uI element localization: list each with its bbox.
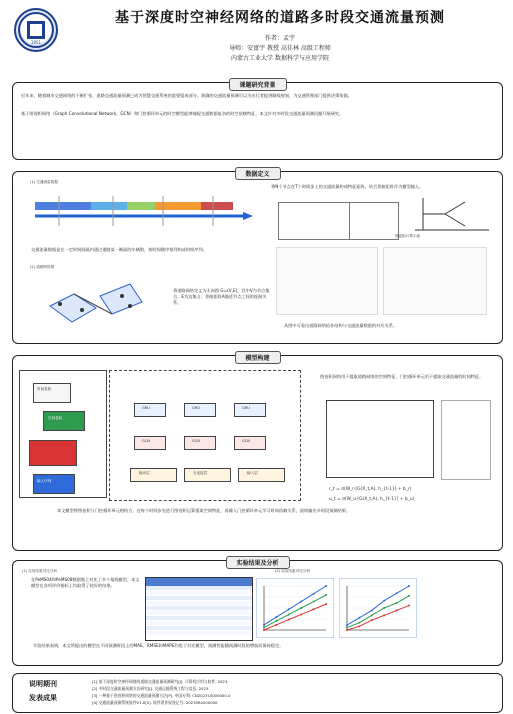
series-point (358, 622, 360, 624)
series-point (300, 613, 302, 615)
svg-text:1951: 1951 (30, 40, 42, 45)
results-table (145, 577, 253, 641)
gru-cell-diagram (326, 400, 434, 478)
series-line (264, 595, 326, 627)
grid-image-1 (276, 247, 378, 315)
gru-box-3 (234, 403, 266, 417)
footer-ref-2: [2] 多时段交通流量预测方法研究[J]. 交通运输系统工程与信息, 2023. (92, 686, 210, 691)
series-point (263, 629, 265, 631)
gcn-box-2 (184, 436, 216, 450)
feature-matrix-box (349, 202, 399, 240)
results-desc-left: 在PeMS04和PeMS08数据集上对比了多个基线模型，本文模型在各项评价指标上均取得了较好的结果。 (31, 577, 140, 588)
gcn-box-3 (234, 436, 266, 450)
series-point (300, 607, 302, 609)
gru-box-2 (184, 403, 216, 417)
results-desc-bottom: 实验结果表明，本文所提出的模型在不同预测时段上的MAE、RMSE和MAPE均优于对比模型，预测性能随预测时段的增加而保持稳定。 (33, 643, 284, 648)
results-title: 实验结果及分析 (225, 556, 289, 569)
series-point (408, 605, 410, 607)
series-line (347, 606, 409, 630)
gcn-box-1 (134, 436, 166, 450)
input-layer-label: 输入层 (247, 471, 258, 475)
poster-title: 基于深度时空神经网络的道路多时段交通流量预测 (115, 10, 445, 26)
model-section (12, 355, 503, 551)
affiliation: 内蒙古工业大学 数据科学与应用学院 (231, 55, 329, 62)
series-point (371, 619, 373, 621)
series-point (371, 614, 373, 616)
series-point (396, 602, 398, 604)
series-point (358, 625, 360, 627)
series-point (383, 607, 385, 609)
series-point (346, 624, 348, 626)
series-point (383, 614, 385, 616)
gru-label-2: GRU (192, 406, 200, 410)
series-point (288, 619, 290, 621)
left-box-1 (33, 383, 71, 403)
gru-label-3: GRU (242, 406, 250, 410)
adjacency-matrix-box (278, 202, 350, 240)
footer-label: 说明期刊 发表成果 (29, 679, 57, 702)
road-graph-left-icon (46, 274, 148, 332)
series-point (263, 626, 265, 628)
series-point (275, 616, 277, 618)
series-point (288, 613, 290, 615)
series-point (275, 624, 277, 626)
left-box-4 (33, 474, 75, 494)
series-point (396, 592, 398, 594)
series-point (263, 624, 265, 626)
data-desc-2: 将道路网络定义为无向图 G=(V,E)，其中V为节点集合，E为边集合，邻接矩阵A描述节点之间的连接关系。 (173, 288, 270, 305)
series-point (313, 608, 315, 610)
fc-layer-box (184, 468, 231, 482)
advisor: 导师：安富宇 教授 高佳林 高级工程师 (229, 45, 331, 52)
series-point (300, 601, 302, 603)
results-subtitle-2: (2) 实验结果对比分析 (275, 569, 310, 573)
series-point (408, 585, 410, 587)
footer-section (12, 673, 503, 713)
results-subtitle-1: (1) 实验结果对比分析 (22, 569, 57, 573)
series-point (313, 601, 315, 603)
series-point (325, 585, 327, 587)
gru-box-1 (134, 403, 166, 417)
fc-layer-label: 全连接层 (193, 471, 208, 475)
background-section (12, 82, 503, 160)
series-point (313, 593, 315, 595)
result-chart-2 (339, 578, 417, 638)
background-title: 课题研究背景 (228, 78, 286, 91)
left-label-1: 时间卷积 (37, 387, 52, 391)
equation-2: u_t = σ(W_u·[G(X_t,A), h_{t-1}] + b_u) (329, 497, 415, 502)
model-desc-right: 图卷积网络用于提取道路网络的空间特征，门控循环单元用于提取交通流量的时间特征。 (320, 374, 484, 379)
input-layer-box (238, 468, 285, 482)
footer-ref-3: [3] 一种基于图卷积网络的交通流量预测方法[P]. 中国专利: CN202310000000.0 (92, 693, 231, 698)
equation-1: r_t = σ(W_r·[G(X_t,A), h_{t-1}] + b_r) (329, 487, 412, 492)
data-definition-title: 数据定义 (234, 167, 280, 180)
data-subtitle-2: (2) 道路网络图 (30, 265, 55, 269)
data-subtitle-1: (1) 交通流量数据 (30, 180, 58, 184)
background-paragraph-1: 近年来，随着城市交通网络的不断扩张，道路交通流量预测已成为智慧交通系统的重要组成部分。准确的交通流量预测可以为出行者提供路线规划，为交通管理部门提供决策依据。 (21, 93, 352, 98)
results-section (12, 560, 503, 666)
gcn-label-3: GCN (242, 439, 250, 443)
footer-ref-4: [4] 交通流量预测系统软件V1.0[S]. 软件著作权登记号: 2023SR0000000 (92, 700, 218, 705)
left-label-3: 输入序列 (37, 479, 52, 483)
series-point (288, 608, 290, 610)
left-box-3 (29, 440, 77, 466)
series-point (408, 595, 410, 597)
gcn-label-2: GCN (192, 439, 200, 443)
gru-label-1: GRU (142, 406, 150, 410)
author: 作者：孟宇 (264, 35, 295, 42)
series-point (396, 609, 398, 611)
series-point (383, 600, 385, 602)
series-point (346, 627, 348, 629)
series-line (347, 596, 409, 628)
grid-image-2 (383, 247, 487, 315)
model-desc-bottom: 本文模型将图卷积与门控循环单元相结合，在每个时间步先进行图卷积运算提取空间特征，再输入门控循环单元学习时间依赖关系，最终输出多时段预测结果。 (57, 508, 351, 513)
data-right-desc: 将N个节点在T个时间步上的交通流量构成特征矩阵，结合邻接矩阵作为模型输入。 (271, 184, 424, 189)
gcn-label-1: GCN (142, 439, 150, 443)
gcn-operation-icon (411, 190, 493, 238)
traffic-flow-timeline (29, 186, 257, 242)
series-point (275, 620, 277, 622)
graph-label: 图卷积计算示意 (395, 234, 421, 238)
model-title: 模型构建 (234, 351, 280, 364)
footer-ref-1: [1] 基于深度时空神经网络的道路交通流量预测研究[J]. 计算机应用与软件, 2023. (92, 679, 229, 684)
university-logo-icon (14, 8, 58, 52)
background-paragraph-2: 基于图卷积网络（Graph Convolutional Network，GCN）和门控循环单元的时空模型能够捕捉交通数据复杂的时空依赖特征，本文针对多时段交通流量预测问题开展研究。 (21, 111, 344, 116)
left-box-2 (43, 411, 85, 431)
data-definition-section (12, 171, 503, 344)
series-point (325, 594, 327, 596)
series-point (346, 629, 348, 631)
series-point (371, 609, 373, 611)
data-desc-1: 交通流量数据是在一定时间间隔内通过道路某一断面的车辆数，按时间顺序排列构成时间序列。 (31, 247, 207, 252)
data-right-caption: 从图中可看出道路网络拓扑结构与交通流量数据的对应关系。 (284, 323, 398, 328)
output-layer-box (130, 468, 177, 482)
series-point (358, 617, 360, 619)
output-layer-label: 输出层 (139, 471, 150, 475)
result-chart-1 (256, 578, 334, 638)
gru-explanation-box (441, 400, 491, 480)
left-label-2: 空间卷积 (48, 416, 63, 420)
series-point (325, 603, 327, 605)
